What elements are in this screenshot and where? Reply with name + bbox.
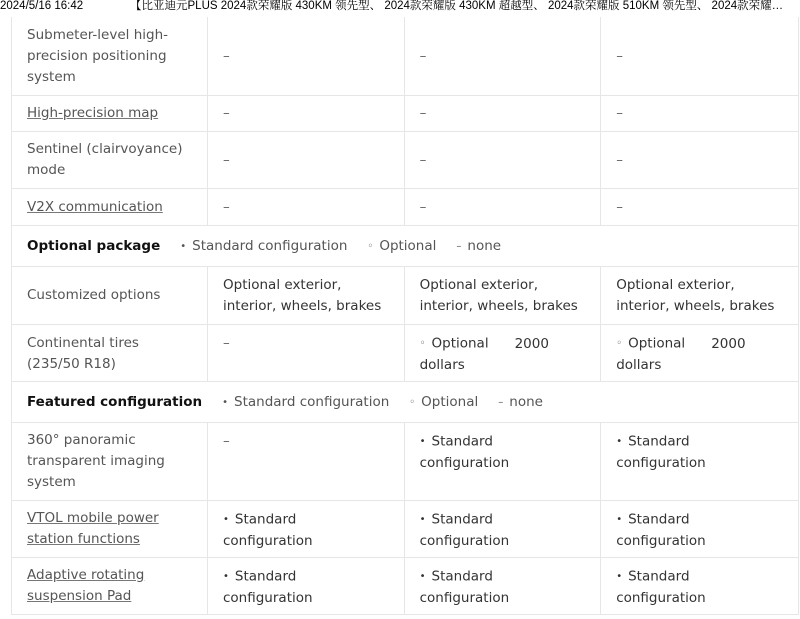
row-label [12, 132, 208, 188]
cell-text: Standard configuration [616, 568, 706, 606]
table-cell [405, 17, 602, 95]
row-label [12, 267, 208, 324]
legend-standard [180, 238, 347, 254]
table-cell [208, 189, 405, 225]
print-date: 2024/5/16 16:42 [0, 0, 84, 12]
bullet-icon: • [616, 436, 623, 447]
legend-optional-text: Optional [379, 238, 437, 254]
row-label [12, 189, 208, 225]
section-header-featured-configuration [12, 382, 798, 423]
table-cell [601, 17, 798, 95]
section-header [12, 226, 521, 266]
table-cell [208, 558, 405, 614]
table-cell [208, 132, 405, 188]
row-label-text: Submeter-level high-precision positioning system [27, 26, 169, 85]
legend-none [498, 394, 543, 410]
table-cell [405, 189, 602, 225]
row-label [12, 96, 208, 131]
legend-optional-text: Optional [421, 394, 479, 410]
vtol-link[interactable]: VTOL mobile power station functions [27, 510, 159, 547]
none-dash: – [223, 433, 230, 449]
legend-none [456, 238, 501, 254]
table-cell [405, 501, 602, 557]
table-row [12, 17, 798, 96]
row-label-text: 360° panoramic transparent imaging system [27, 432, 165, 490]
none-dash: – [223, 198, 230, 215]
table-cell [601, 96, 798, 131]
table-cell [601, 189, 798, 225]
table-cell [601, 501, 798, 557]
table-cell [208, 325, 405, 381]
table-cell [601, 558, 798, 614]
table-cell [208, 17, 405, 95]
section-title: Featured configuration [27, 394, 203, 410]
none-dash: – [223, 105, 230, 121]
legend-none-text: none [509, 394, 543, 410]
row-label [12, 501, 208, 557]
legend-optional [409, 394, 478, 410]
table-cell [208, 501, 405, 557]
table-cell [405, 558, 602, 614]
table-cell [601, 267, 798, 324]
print-title: 【比亚迪元PLUS 2024款荣耀版 430KM 领先型、 2024款荣耀版 430KM 超越型、 2024款荣耀版 510KM 领先型、 2024款荣耀… [130, 0, 784, 12]
cell-text: Standard configuration [616, 433, 706, 471]
bullet-icon: • [616, 514, 623, 525]
v2x-communication-link[interactable]: V2X communication [27, 198, 163, 215]
row-label-text: Continental tires (235/50 R18) [27, 335, 139, 372]
cell-text: Standard configuration [616, 511, 706, 549]
cell-text: Optional exterior, interior, wheels, brakes [223, 277, 382, 314]
table-row [12, 558, 798, 615]
print-header [0, 0, 800, 16]
bullet-icon: • [180, 240, 187, 252]
adaptive-pad-link[interactable]: Adaptive rotating suspension Pad [27, 567, 145, 604]
none-dash: – [419, 47, 427, 64]
table-row [12, 189, 798, 226]
table-cell [601, 325, 798, 381]
section-header-optional-package [12, 226, 798, 267]
row-label [12, 17, 208, 95]
cell-text: Standard configuration [419, 511, 510, 549]
row-label-text: Sentinel (clairvoyance) mode [27, 141, 183, 178]
optional-text: Optional [431, 335, 489, 352]
table-cell [405, 96, 602, 131]
section-header [12, 382, 563, 422]
hollow-bullet-icon: ◦ [419, 338, 426, 349]
none-dash: – [616, 47, 623, 64]
hollow-bullet-icon: ◦ [616, 338, 623, 349]
none-dash: – [419, 198, 427, 215]
none-dash: – [616, 198, 623, 215]
bullet-icon: • [616, 571, 623, 582]
table-cell [601, 423, 798, 500]
none-dash: – [223, 151, 230, 168]
bullet-icon: • [223, 571, 229, 582]
cell-text: Optional exterior, interior, wheels, brakes [616, 277, 775, 314]
table-cell [208, 423, 405, 500]
section-title: Optional package [27, 238, 161, 254]
row-label [12, 423, 208, 500]
cell-text: Standard configuration [419, 568, 510, 606]
table-cell [405, 423, 602, 500]
none-dash: – [223, 47, 230, 64]
table-cell [208, 96, 405, 131]
price-text: 2000 dollars [616, 335, 746, 373]
table-cell [601, 132, 798, 188]
cell-text: Optional exterior, interior, wheels, brakes [419, 277, 578, 314]
legend-none-text: none [467, 238, 502, 254]
dash-icon: – [498, 396, 504, 408]
none-dash: – [223, 335, 230, 351]
table-row [12, 267, 798, 325]
legend-standard-text: Standard configuration [192, 238, 348, 254]
table-cell [405, 325, 602, 381]
table-row [12, 132, 798, 189]
table-cell [405, 267, 602, 324]
bullet-icon: • [419, 571, 426, 582]
cell-text: Standard configuration [419, 433, 510, 471]
config-table [11, 17, 799, 615]
table-row [12, 96, 798, 132]
price-text: 2000 dollars [419, 335, 549, 373]
row-label [12, 558, 208, 614]
table-row [12, 423, 798, 501]
table-row [12, 501, 798, 558]
none-dash: – [419, 105, 427, 121]
none-dash: – [616, 105, 623, 121]
optional-text: Optional [628, 335, 686, 352]
bullet-icon: • [419, 514, 426, 525]
hollow-bullet-icon: ◦ [367, 240, 374, 252]
table-row [12, 325, 798, 382]
none-dash: – [419, 151, 427, 168]
bullet-icon: • [222, 396, 228, 408]
high-precision-map-link[interactable]: High-precision map [27, 105, 159, 121]
cell-text: Standard configuration [223, 511, 313, 549]
hollow-bullet-icon: ◦ [409, 396, 416, 408]
bullet-icon: • [223, 514, 229, 525]
row-label-text: Customized options [27, 287, 161, 303]
row-label [12, 325, 208, 381]
dash-icon: – [456, 240, 462, 252]
legend-standard [222, 394, 389, 410]
table-cell [208, 267, 405, 324]
none-dash: – [616, 151, 623, 168]
cell-text: Standard configuration [223, 568, 313, 606]
bullet-icon: • [419, 436, 426, 447]
legend-optional [367, 238, 436, 254]
legend-standard-text: Standard configuration [234, 394, 390, 410]
table-cell [405, 132, 602, 188]
